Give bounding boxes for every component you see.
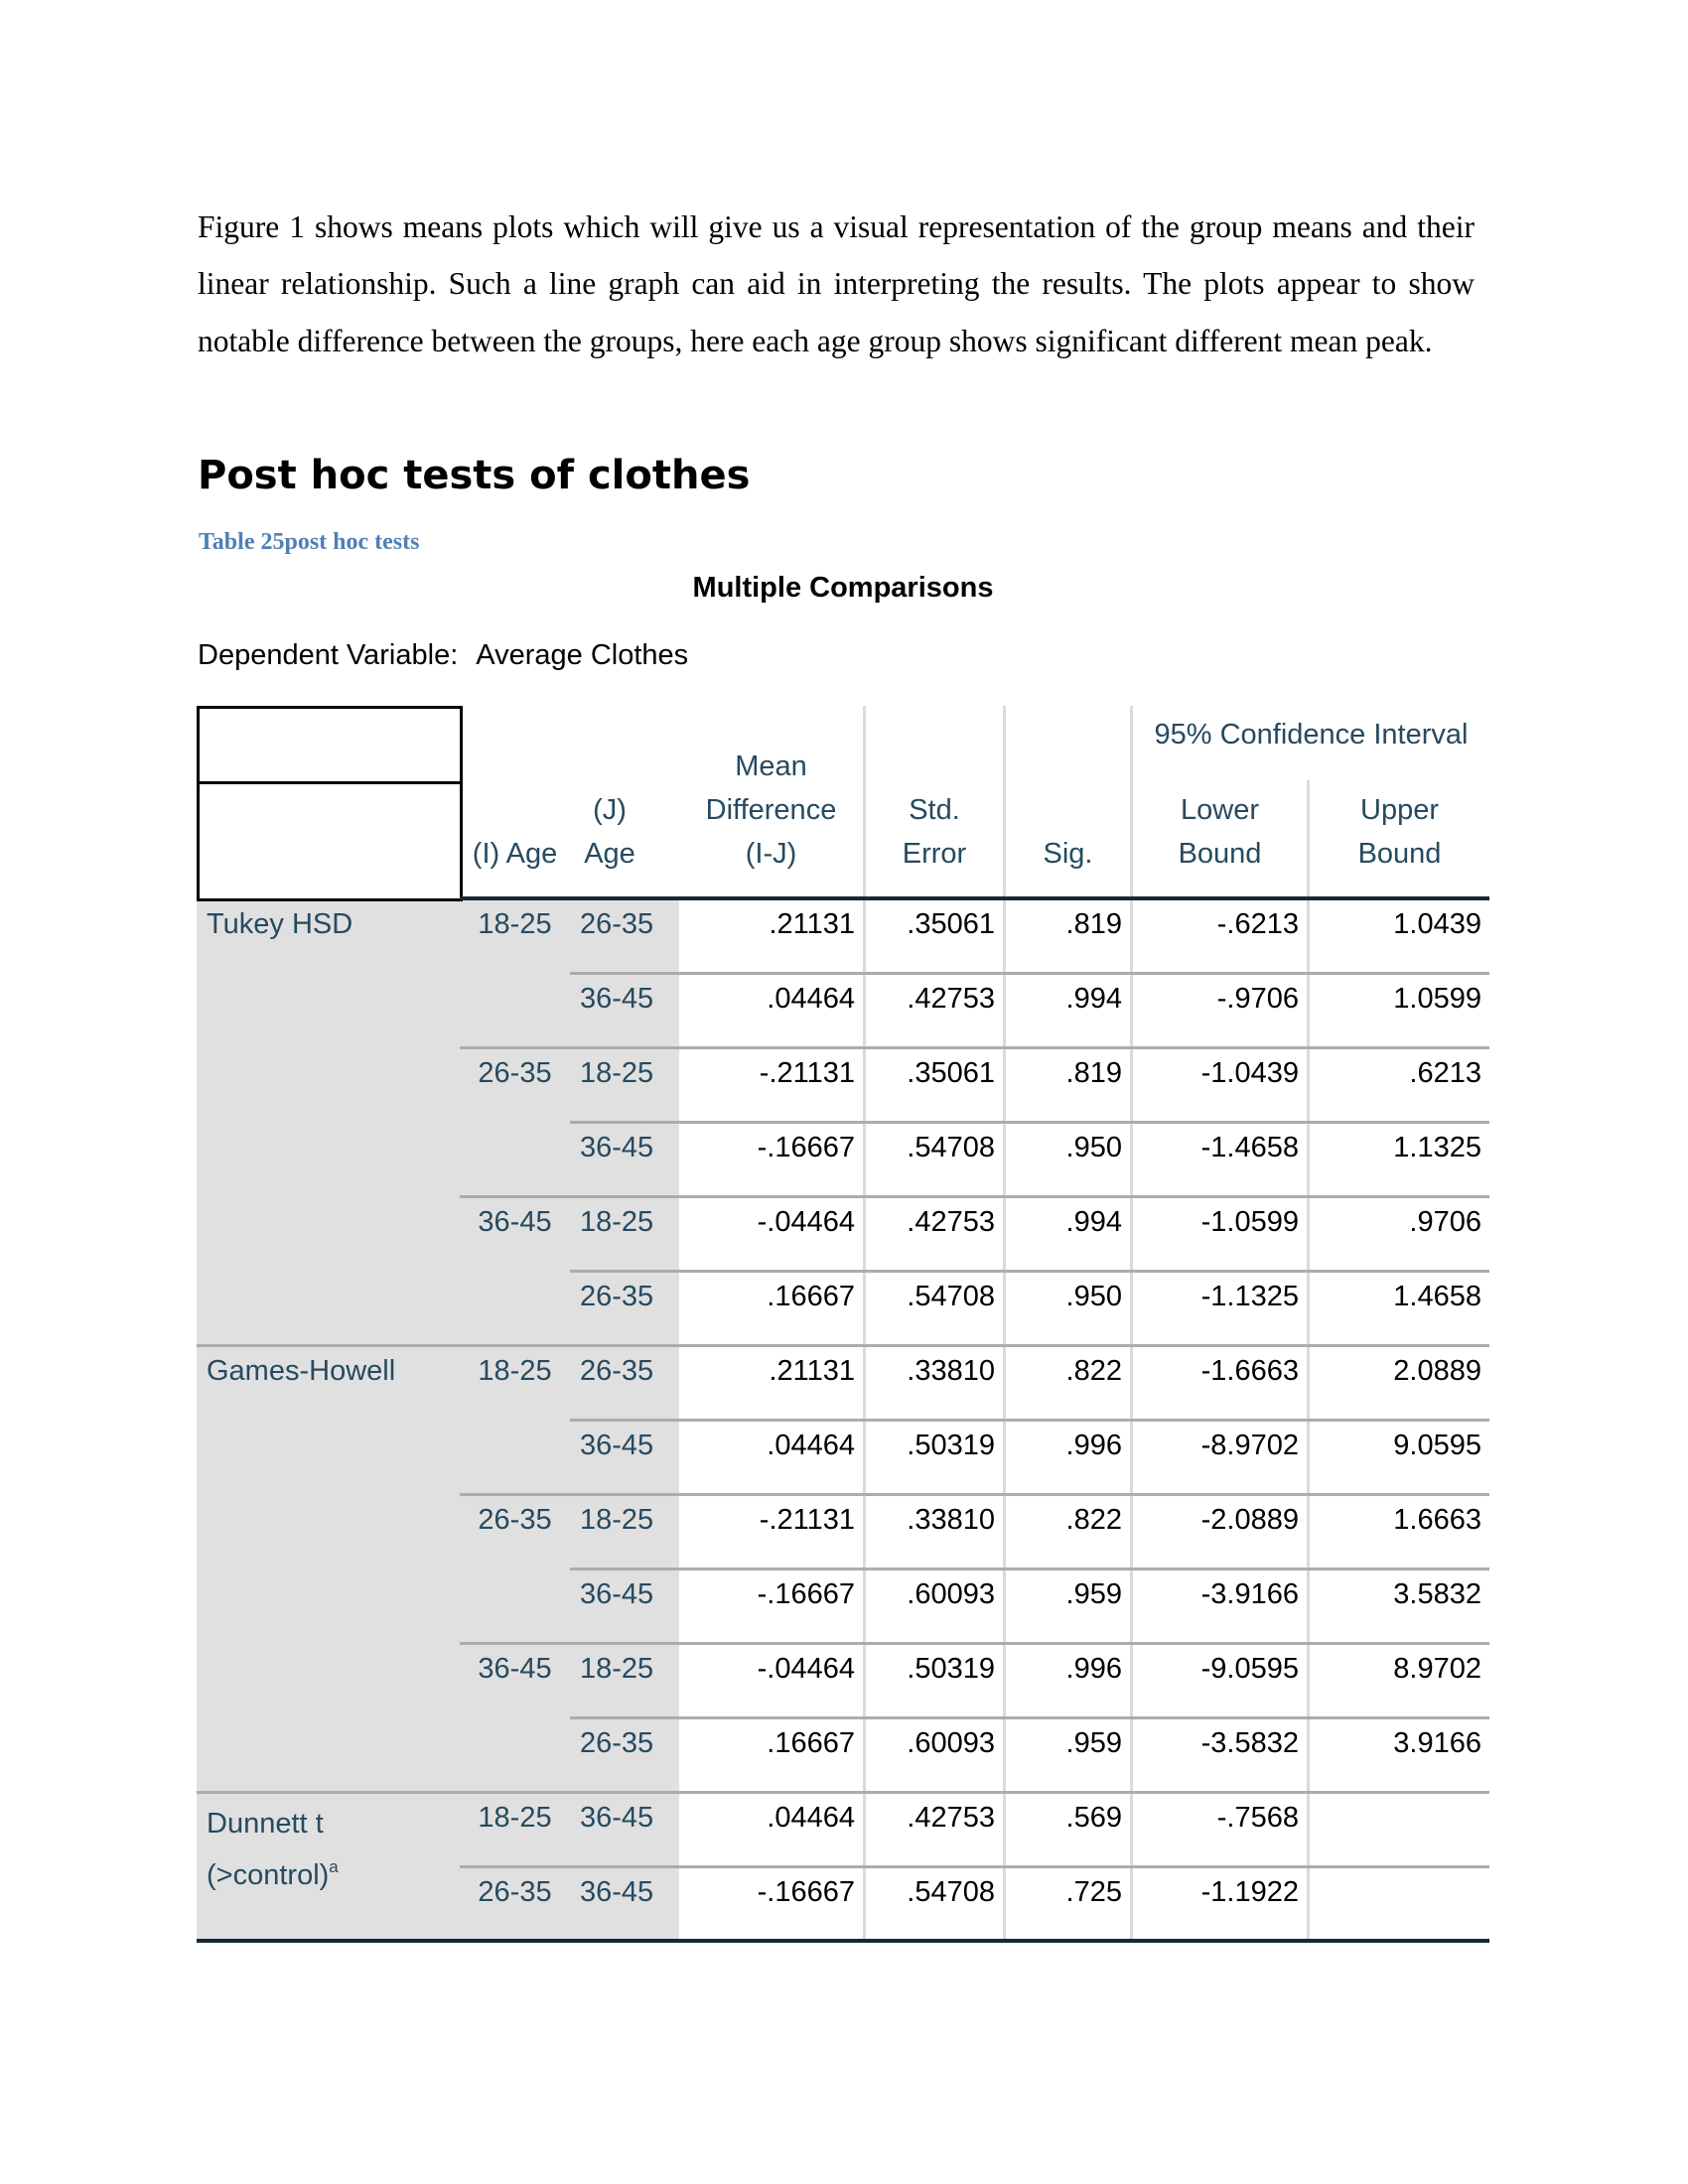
row-separator <box>460 1046 1489 1049</box>
cell-lower-bound: -3.9166 <box>1200 1578 1299 1610</box>
cell-j-age: 36-45 <box>580 1578 654 1610</box>
cell-i-age: 26-35 <box>478 1504 552 1536</box>
header-j-age-line1: (J) <box>593 794 627 826</box>
header-j-age-line2: Age <box>584 838 635 870</box>
header-confidence-interval: 95% Confidence Interval <box>1154 719 1469 751</box>
cell-mean-difference: .04464 <box>767 1430 855 1461</box>
header-lower-line2: Bound <box>1178 838 1262 870</box>
cell-std-error: .42753 <box>907 1802 995 1834</box>
cell-mean-difference: .04464 <box>767 983 855 1015</box>
cell-upper-bound: 1.0599 <box>1393 983 1481 1015</box>
cell-mean-difference: -.16667 <box>757 1132 855 1163</box>
cell-j-age: 18-25 <box>580 1653 654 1685</box>
method-games-howell: Games-Howell <box>207 1355 396 1387</box>
section-heading: Post hoc tests of clothes <box>198 453 751 498</box>
row-separator <box>197 1344 1489 1347</box>
cell-j-age: 26-35 <box>580 908 654 940</box>
cell-j-age: 18-25 <box>580 1206 654 1238</box>
header-upper-line2: Bound <box>1357 838 1442 870</box>
row-separator <box>570 972 1489 975</box>
row-separator <box>570 1121 1489 1124</box>
cell-sig: .822 <box>1065 1355 1122 1387</box>
table-bottom-rule <box>197 1939 1489 1943</box>
table-caption: Table 25post hoc tests <box>199 529 420 555</box>
cell-i-age: 18-25 <box>478 1802 552 1834</box>
cell-sig: .569 <box>1065 1802 1122 1834</box>
cell-mean-difference: .21131 <box>769 908 855 940</box>
cell-lower-bound: -8.9702 <box>1200 1430 1299 1461</box>
corner-box-top <box>197 706 463 784</box>
row-separator <box>460 1493 1489 1496</box>
cell-std-error: .33810 <box>907 1355 995 1387</box>
cell-sig: .819 <box>1065 1057 1122 1089</box>
cell-i-age: 26-35 <box>478 1057 552 1089</box>
cell-j-age: 36-45 <box>580 1430 654 1461</box>
cell-sig: .822 <box>1065 1504 1122 1536</box>
header-std-line1: Std. <box>909 794 960 826</box>
header-upper-line1: Upper <box>1360 794 1439 826</box>
header-mean-difference <box>679 745 863 876</box>
cell-lower-bound: -1.4658 <box>1200 1132 1299 1163</box>
cell-sig: .994 <box>1065 983 1122 1015</box>
cell-upper-bound: 2.0889 <box>1393 1355 1481 1387</box>
cell-mean-difference: -.21131 <box>759 1504 855 1536</box>
cell-sig: .959 <box>1065 1578 1122 1610</box>
cell-lower-bound: -1.1325 <box>1200 1281 1299 1312</box>
header-std-line2: Error <box>902 838 967 870</box>
method-dunnett-line2: (>control) <box>207 1859 330 1891</box>
row-separator <box>197 1791 1489 1794</box>
dependent-variable <box>198 639 688 672</box>
cell-mean-difference: -.16667 <box>757 1578 855 1610</box>
cell-j-age: 26-35 <box>580 1281 654 1312</box>
cell-lower-bound: -1.0599 <box>1200 1206 1299 1238</box>
row-separator <box>570 1716 1489 1719</box>
row-separator <box>460 1642 1489 1645</box>
cell-sig: .994 <box>1065 1206 1122 1238</box>
cell-j-age: 26-35 <box>580 1727 654 1759</box>
header-lower-line1: Lower <box>1181 794 1259 826</box>
cell-mean-difference: .16667 <box>767 1281 855 1312</box>
cell-i-age: 18-25 <box>478 908 552 940</box>
cell-std-error: .50319 <box>907 1430 995 1461</box>
row-separator <box>570 1419 1489 1422</box>
cell-std-error: .42753 <box>907 1206 995 1238</box>
cell-i-age: 26-35 <box>478 1876 552 1908</box>
cell-std-error: .54708 <box>907 1281 995 1312</box>
cell-upper-bound: .9706 <box>1409 1206 1481 1238</box>
cell-i-age: 36-45 <box>478 1206 552 1238</box>
header-mean-line2: Difference <box>705 794 837 826</box>
cell-mean-difference: -.21131 <box>759 1057 855 1089</box>
header-mean-line3: (I-J) <box>745 838 797 870</box>
cell-mean-difference: -.04464 <box>757 1206 855 1238</box>
cell-upper-bound: 1.6663 <box>1393 1504 1481 1536</box>
cell-lower-bound: -1.1922 <box>1200 1876 1299 1908</box>
header-rule <box>460 896 1489 900</box>
cell-std-error: .60093 <box>907 1727 995 1759</box>
cell-upper-bound: 9.0595 <box>1393 1430 1481 1461</box>
cell-std-error: .42753 <box>907 983 995 1015</box>
cell-std-error: .33810 <box>907 1504 995 1536</box>
table-title: Multiple Comparisons <box>692 572 994 604</box>
row-separator <box>460 1195 1489 1198</box>
dependent-variable-value: Average Clothes <box>476 639 689 671</box>
cell-lower-bound: -2.0889 <box>1200 1504 1299 1536</box>
cell-lower-bound: -.6213 <box>1216 908 1299 940</box>
cell-j-age: 18-25 <box>580 1057 654 1089</box>
method-dunnett-line1: Dunnett t <box>207 1808 324 1840</box>
cell-sig: .996 <box>1065 1653 1122 1685</box>
cell-upper-bound: .6213 <box>1409 1057 1481 1089</box>
cell-mean-difference: .04464 <box>767 1802 855 1834</box>
row-separator <box>570 1270 1489 1273</box>
row-separator <box>570 1568 1489 1570</box>
cell-upper-bound: 1.1325 <box>1393 1132 1481 1163</box>
cell-j-age: 36-45 <box>580 983 654 1015</box>
cell-lower-bound: -1.6663 <box>1200 1355 1299 1387</box>
cell-i-age: 18-25 <box>478 1355 552 1387</box>
header-sig: Sig. <box>1043 838 1093 870</box>
cell-j-age: 26-35 <box>580 1355 654 1387</box>
cell-j-age: 36-45 <box>580 1132 654 1163</box>
dependent-variable-label: Dependent Variable: <box>198 639 459 671</box>
header-upper-bound <box>1310 788 1489 876</box>
row-separator <box>460 1865 1489 1868</box>
cell-std-error: .60093 <box>907 1578 995 1610</box>
cell-std-error: .54708 <box>907 1132 995 1163</box>
cell-lower-bound: -9.0595 <box>1200 1653 1299 1685</box>
cell-lower-bound: -.9706 <box>1216 983 1299 1015</box>
cell-sig: .996 <box>1065 1430 1122 1461</box>
cell-j-age: 36-45 <box>580 1802 654 1834</box>
cell-j-age: 36-45 <box>580 1876 654 1908</box>
cell-sig: .950 <box>1065 1132 1122 1163</box>
cell-lower-bound: -1.0439 <box>1200 1057 1299 1089</box>
method-dunnett <box>207 1802 339 1897</box>
body-paragraph: Figure 1 shows means plots which will give us a visual representation of the group means and their linear relationship. Such a line graph can aid in interpreting the results. The plots appear to show notable difference between the groups, here each age group shows significant different mean peak. <box>198 209 1475 358</box>
header-std-error <box>866 788 1003 876</box>
cell-lower-bound: -3.5832 <box>1200 1727 1299 1759</box>
cell-std-error: .35061 <box>907 908 995 940</box>
cell-upper-bound: 1.4658 <box>1393 1281 1481 1312</box>
cell-j-age: 18-25 <box>580 1504 654 1536</box>
header-lower-bound <box>1133 788 1307 876</box>
cell-std-error: .50319 <box>907 1653 995 1685</box>
cell-upper-bound: 1.0439 <box>1393 908 1481 940</box>
cell-mean-difference: -.04464 <box>757 1653 855 1685</box>
cell-mean-difference: .21131 <box>769 1355 855 1387</box>
cell-lower-bound: -.7568 <box>1216 1802 1299 1834</box>
cell-sig: .819 <box>1065 908 1122 940</box>
cell-mean-difference: -.16667 <box>757 1876 855 1908</box>
cell-sig: .950 <box>1065 1281 1122 1312</box>
cell-std-error: .35061 <box>907 1057 995 1089</box>
header-j-age <box>570 788 649 876</box>
cell-upper-bound: 8.9702 <box>1393 1653 1481 1685</box>
header-i-age: (I) Age <box>472 838 558 870</box>
cell-upper-bound: 3.9166 <box>1393 1727 1481 1759</box>
corner-box-bottom <box>197 781 463 901</box>
cell-sig: .725 <box>1065 1876 1122 1908</box>
cell-std-error: .54708 <box>907 1876 995 1908</box>
cell-i-age: 36-45 <box>478 1653 552 1685</box>
cell-upper-bound: 3.5832 <box>1393 1578 1481 1610</box>
header-mean-line1: Mean <box>735 751 807 782</box>
cell-sig: .959 <box>1065 1727 1122 1759</box>
footnote-marker: a <box>329 1857 339 1876</box>
cell-mean-difference: .16667 <box>767 1727 855 1759</box>
method-tukey-hsd: Tukey HSD <box>207 908 353 940</box>
